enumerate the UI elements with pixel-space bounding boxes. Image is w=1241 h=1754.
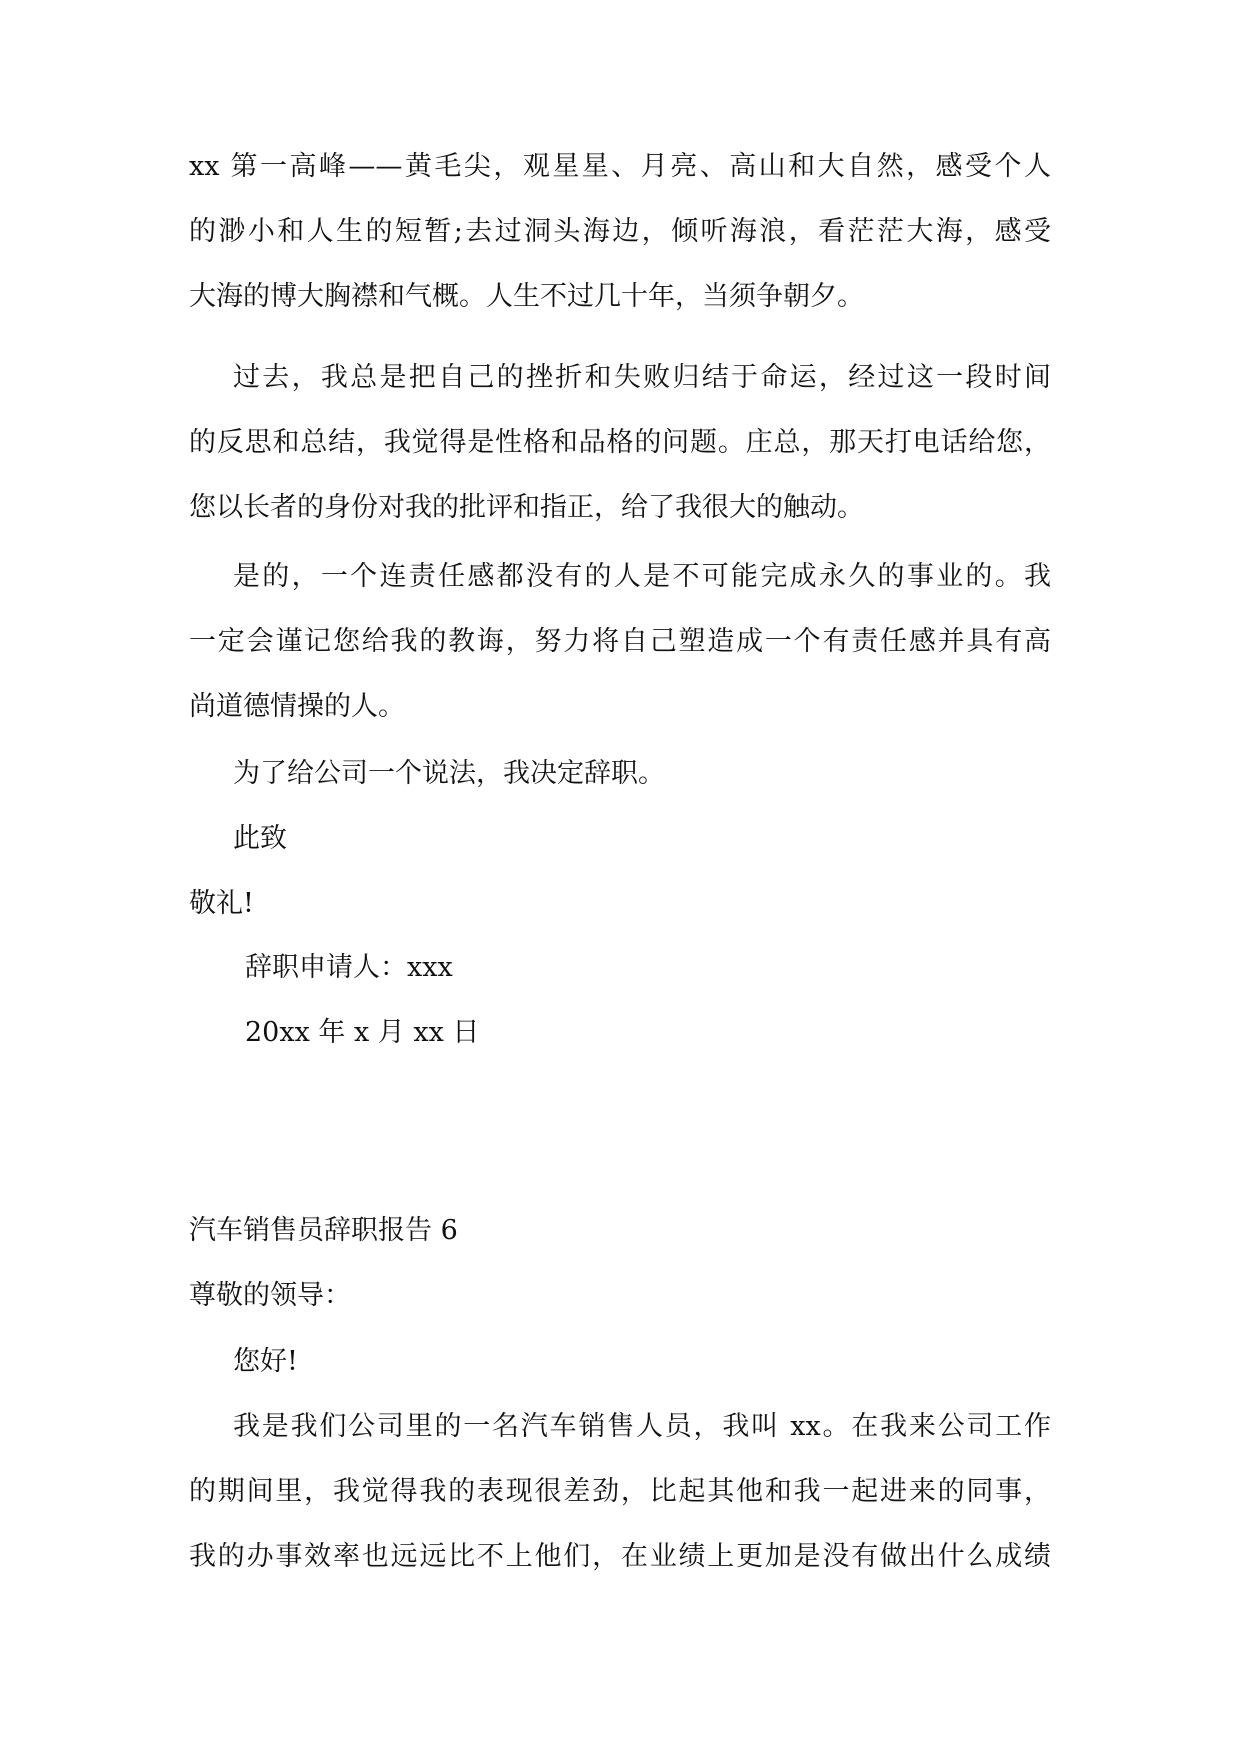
closing-1 — [189, 806, 1051, 871]
paragraph-intro — [189, 1394, 1051, 1589]
signature — [189, 935, 1051, 1000]
text-line: 的期间里，我觉得我的表现很差劲，比起其他和我一起进来的同事， — [189, 1476, 1051, 1507]
date-text: 20xx 年 x 月 xx 日 — [245, 1017, 480, 1048]
text-line: 我的办事效率也远远比不上他们，在业绩上更加是没有做出什么成绩 — [189, 1541, 1051, 1572]
greeting — [189, 1329, 1051, 1394]
text-line: 的反思和总结，我觉得是性格和品格的问题。庄总，那天打电话给您， — [189, 427, 1051, 458]
text-line: 您以长者的身份对我的批评和指正，给了我很大的触动。 — [189, 492, 864, 523]
text-line: 的渺小和人生的短暂;去过洞头海边，倾听海浪，看茫茫大海，感受 — [189, 216, 1051, 247]
text-line: xx 第一高峰——黄毛尖，观星星、月亮、高山和大自然，感受个人 — [189, 151, 1051, 182]
paragraph-decision — [189, 741, 1051, 806]
text-line: 我是我们公司里的一名汽车销售人员，我叫 xx。在我来公司工作 — [233, 1411, 1051, 1442]
text-line: 大海的博大胸襟和气概。人生不过几十年，当须争朝夕。 — [189, 281, 864, 312]
paragraph-star-climbing — [189, 134, 1051, 329]
paragraph-responsibility — [189, 544, 1051, 739]
greeting-text: 您好! — [233, 1346, 298, 1377]
signature-text: 辞职申请人：xxx — [245, 952, 453, 983]
text-line: 为了给公司一个说法，我决定辞职。 — [233, 758, 665, 789]
text-line: 一定会谨记您给我的教诲，努力将自己塑造成一个有责任感并具有高 — [189, 626, 1051, 657]
salutation — [189, 1263, 1051, 1328]
closing-text: 此致 — [233, 823, 287, 854]
closing-text: 敬礼! — [189, 888, 254, 919]
date — [189, 1000, 1051, 1065]
text-line: 是的，一个连责任感都没有的人是不可能完成永久的事业的。我 — [233, 561, 1051, 592]
closing-2 — [189, 871, 1051, 936]
letter-title — [189, 1198, 1051, 1263]
title-text: 汽车销售员辞职报告 6 — [189, 1215, 458, 1246]
text-line: 尚道德情操的人。 — [189, 691, 405, 722]
paragraph-past-reflection — [189, 345, 1051, 540]
text-line: 过去，我总是把自己的挫折和失败归结于命运，经过这一段时间 — [233, 362, 1051, 393]
salutation-text: 尊敬的领导： — [189, 1280, 351, 1311]
